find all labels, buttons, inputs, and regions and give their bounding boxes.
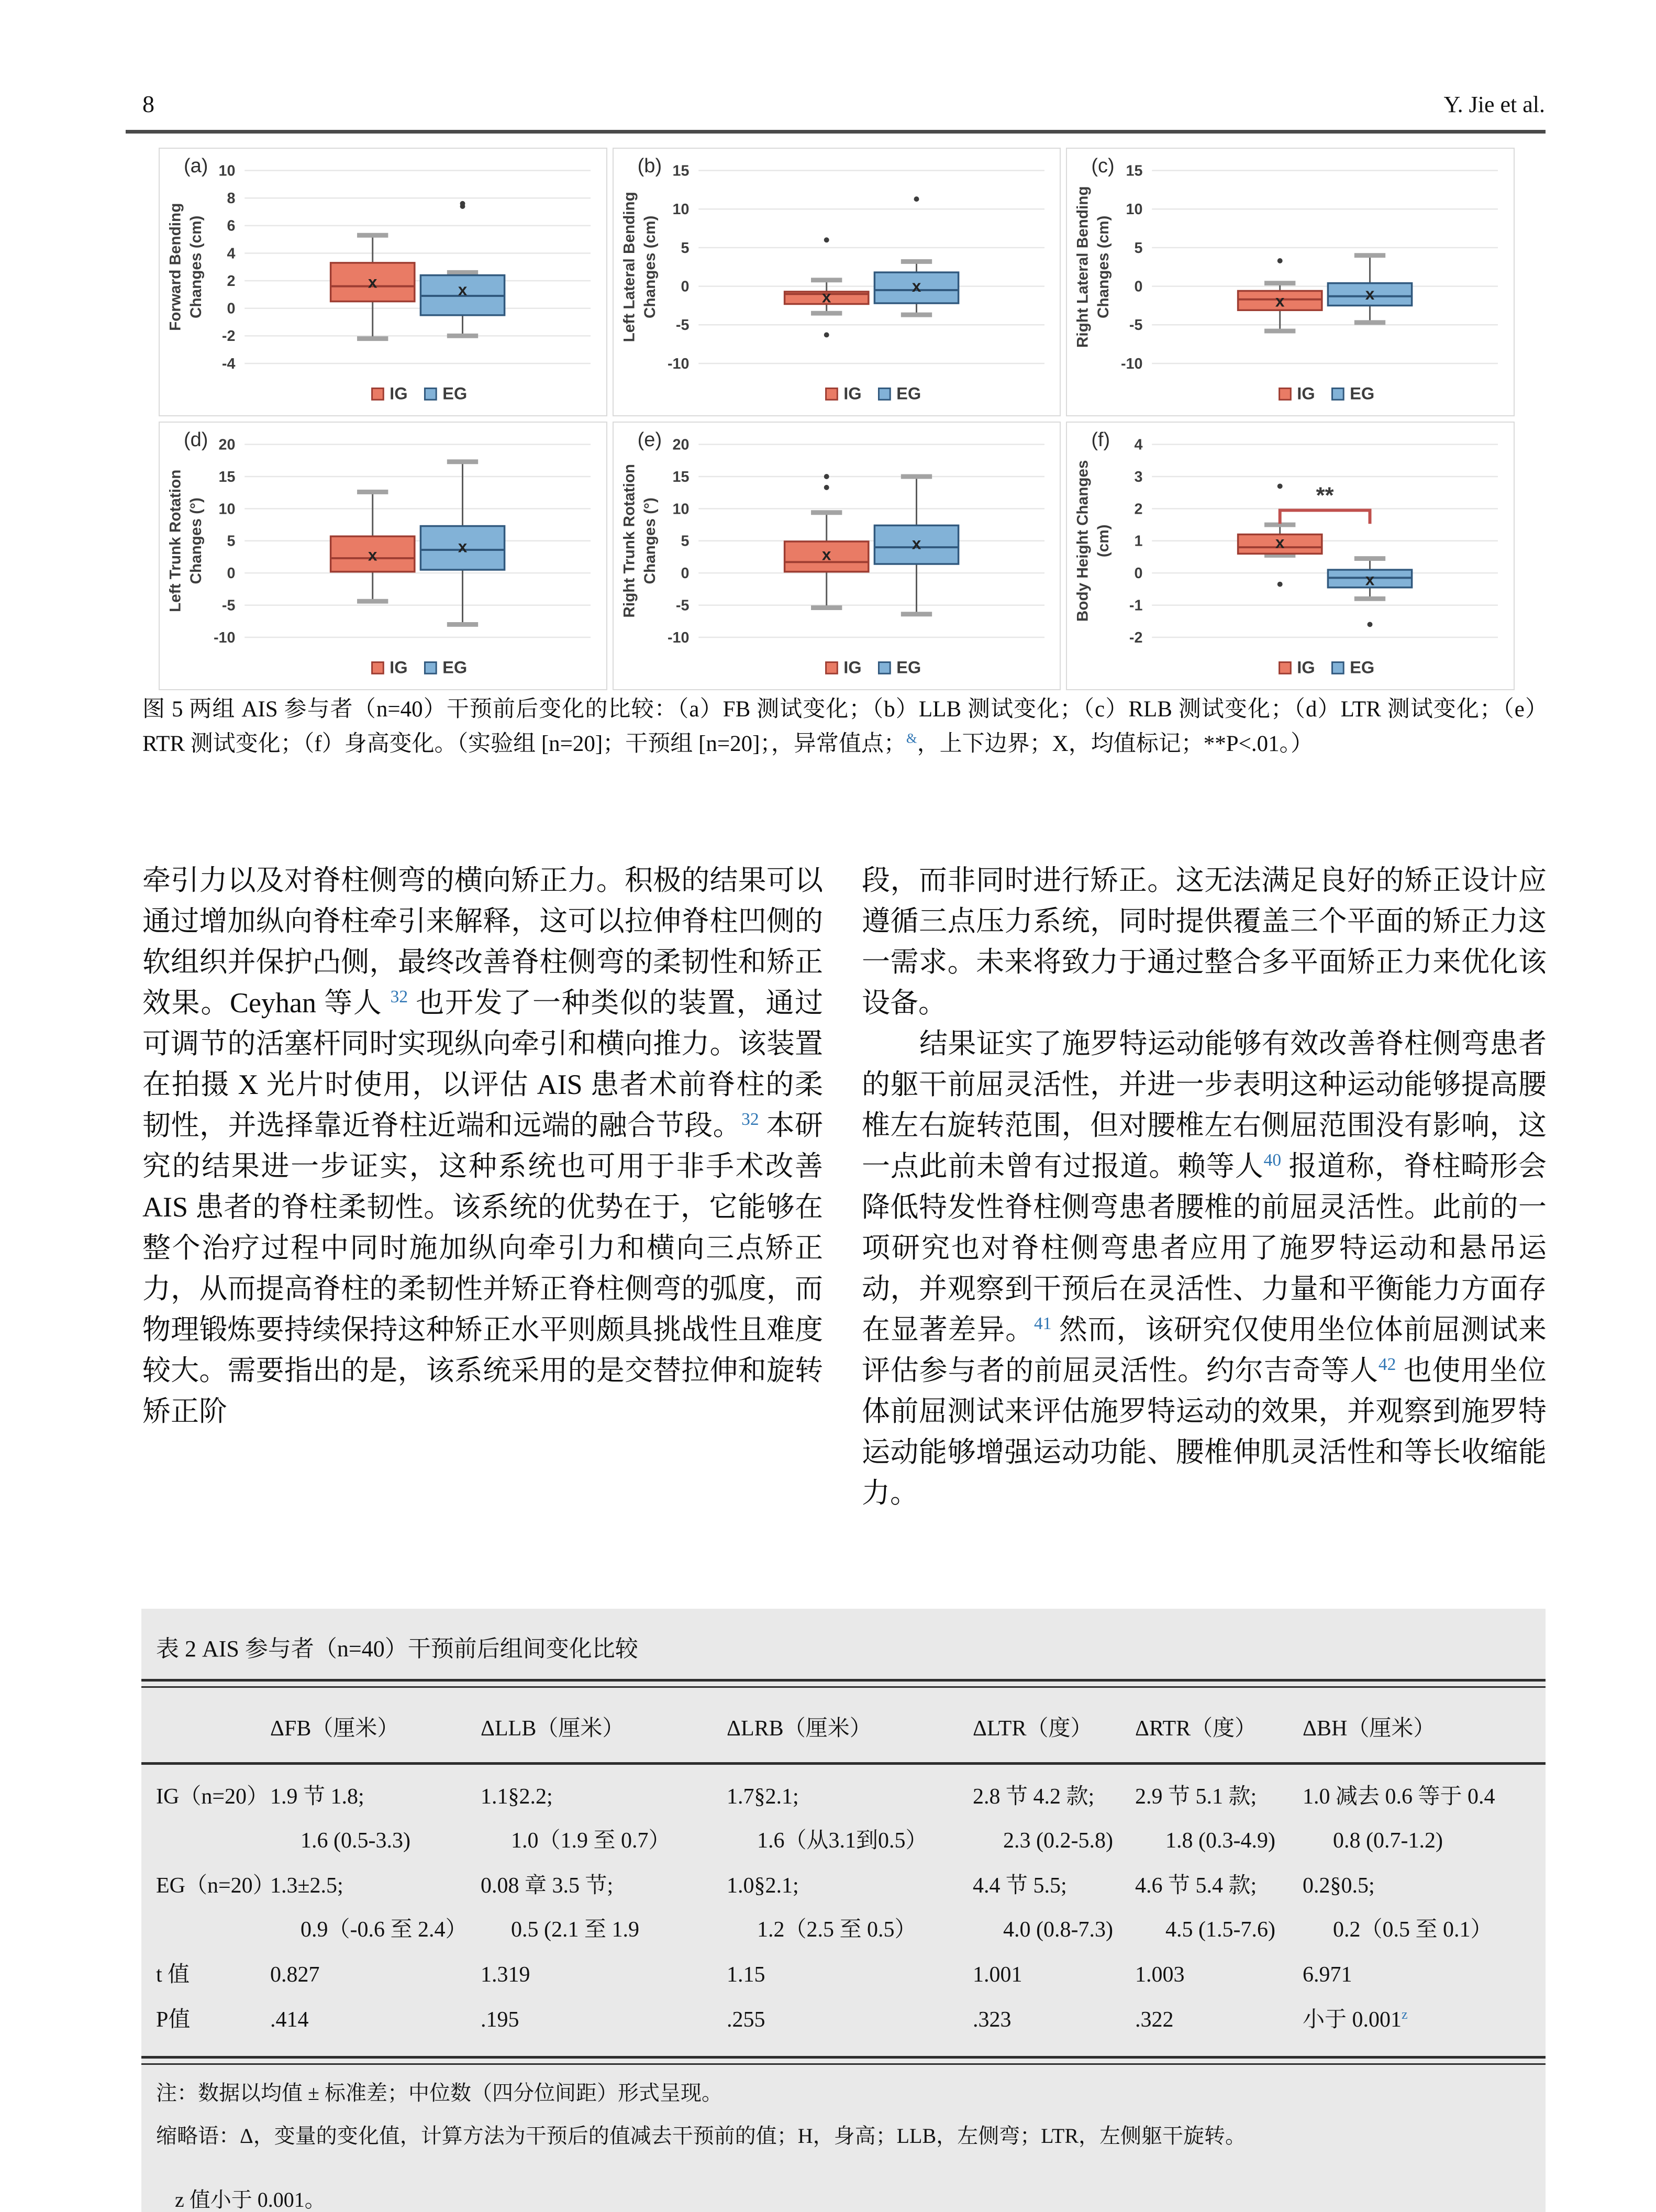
y-axis-label <box>167 470 205 612</box>
reference-superscript: & <box>906 730 917 746</box>
mean-marker: x <box>458 537 468 556</box>
y-tick-label: 5 <box>1134 239 1143 257</box>
y-tick-label: 2 <box>1134 501 1143 518</box>
table-cell: 4.6 节 5.4 款; 4.5 (1.5-7.6) <box>1135 1874 1275 1942</box>
boxplot-eg <box>420 462 504 625</box>
y-tick-label: -1 <box>1129 597 1143 614</box>
mean-marker: x <box>1365 284 1375 304</box>
body-column-left <box>142 860 823 1432</box>
legend <box>372 383 468 403</box>
y-tick-label: 0 <box>227 565 236 582</box>
table-cell: 1.3±2.5; 0.9（-0.6 至 2.4） <box>270 1874 468 1942</box>
boxplot-chart-b <box>614 149 1060 415</box>
y-tick-label: 10 <box>672 501 690 518</box>
running-head: Y. Jie et al. <box>1443 92 1545 117</box>
y-tick-label: 4 <box>227 245 236 262</box>
legend-swatch-eg <box>879 389 890 400</box>
table-cell: 2.8 节 4.2 款; 2.3 (0.2-5.8) <box>973 1785 1113 1853</box>
y-tick-label: 4 <box>1134 436 1143 454</box>
table-header-row <box>141 1688 1546 1762</box>
panel-label-c: (c) <box>1091 155 1115 177</box>
table-column-header: ΔFB（厘米） <box>270 1717 399 1741</box>
y-tick-label: -5 <box>1129 317 1143 334</box>
svg-text:Changes (cm): Changes (cm) <box>641 215 659 318</box>
table-body <box>141 1765 1546 2056</box>
legend-label-ig: IG <box>843 657 862 677</box>
table-row <box>141 1863 1546 1952</box>
figure-caption: 图 5 两组 AIS 参与者（n=40）干预前后变化的比较：（a）FB 测试变化；（b）LLB 测试变化；（c）RLB 测试变化；（d）LTR 测试变化；（e）RTR 测试变化；（f）身高变化。（实验组 [n=20]；干预组 [n=20]；，异常值点；&，上下边界；X，均值标记；**P<.01。） <box>142 697 1548 756</box>
boxplot-chart-f <box>1067 423 1514 689</box>
boxplot-panel-c <box>1066 148 1515 416</box>
svg-text:Right Lateral Bending: Right Lateral Bending <box>1074 186 1092 348</box>
outlier-point <box>914 196 919 202</box>
table-row <box>141 1952 1546 1997</box>
boxplot-chart-a <box>160 149 606 415</box>
legend-label-eg: EG <box>896 383 921 403</box>
y-tick-label: 5 <box>681 533 690 550</box>
legend-label-ig: IG <box>1297 383 1315 403</box>
reference-superscript: 42 <box>1378 1355 1396 1374</box>
table-row-label: EG（n=20） <box>156 1874 275 1898</box>
legend-swatch-eg <box>1332 662 1344 674</box>
table-cell: 6.971 <box>1303 1963 1352 1987</box>
boxplot-chart-d <box>160 423 606 689</box>
y-tick-label: -5 <box>675 317 690 334</box>
table-column-header: ΔLLB（厘米） <box>481 1717 625 1741</box>
svg-text:Right Trunk Rotation: Right Trunk Rotation <box>620 463 638 618</box>
y-tick-label: -5 <box>221 597 236 614</box>
reference-superscript: 32 <box>390 987 408 1007</box>
y-tick-label: 15 <box>1126 162 1143 180</box>
y-tick-label: 2 <box>227 272 236 290</box>
paragraph: 结果证实了施罗特运动能够有效改善脊柱侧弯患者的躯干前屈灵活性，并进一步表明这种运动能够提高腰椎左右旋转范围，但对腰椎左右侧屈范围没有影响，这一点此前未曾有过报道。赖等人$^{40}$ 报道称，脊柱畸形会降低特发性脊柱侧弯患者腰椎的前屈灵活性。此前的一项研究也对脊柱侧弯患者应用了施罗特运动和悬吊运动，并观察到干预后在灵活性、力量和平衡能力方面存在显著差异。$^{41}$ 然而，该研究仅使用坐位体前屈测试来评估参与者的前屈灵活性。约尔吉奇等人$^{42}$ 也使用坐位体前屈测试来评估施罗特运动的效果，并观察到施罗特运动能够增强运动功能、腰椎伸肌灵活性和等长收缩能力。 <box>862 1028 1547 1509</box>
boxplot-panel-a <box>159 148 607 416</box>
y-axis-label <box>1074 460 1113 622</box>
legend-swatch-ig <box>1280 662 1291 674</box>
paragraph: 牵引力以及对脊柱侧弯的横向矫正力。积极的结果可以通过增加纵向脊柱牵引来解释，这可以拉伸脊柱凹侧的软组织并保护凸侧，最终改善脊柱侧弯的柔韧性和矫正效果。Ceyhan 等人 $^{32}$ 也开发了一种类似的装置，通过可调节的活塞杆同时实现纵向牵引和横向推力。该装置在拍摄 X 光片时使用，以评估 AIS 患者术前脊柱的柔韧性，并选择靠近脊柱近端和远端的融合节段。$^{32}$ 本研究的结果进一步证实，这种系统也可用于非手术改善 AIS 患者的脊柱柔韧性。该系统的优势在于，它能够在整个治疗过程中同时施加纵向牵引力和横向三点矫正力，从而提高脊柱的柔韧性并矫正脊柱侧弯的弧度，而物理锻炼要持续保持这种矫正水平则颇具挑战性且难度较大。需要指出的是，该系统采用的是交替拉伸和旋转矫正阶 <box>142 865 824 1427</box>
table-cell: .255 <box>727 2008 765 2032</box>
table-cell: 小于 0.001$^z$ <box>1303 2007 1408 2032</box>
reference-superscript: 40 <box>1263 1151 1282 1170</box>
y-tick-label: -10 <box>1121 355 1143 372</box>
table-title: 表 2 AIS 参与者（n=40）干预前后组间变化比较 <box>156 1636 638 1662</box>
svg-text:Changes (cm): Changes (cm) <box>187 215 205 318</box>
legend-swatch-ig <box>372 662 384 674</box>
y-tick-label: 0 <box>1134 278 1143 295</box>
y-tick-label: 6 <box>227 217 236 235</box>
svg-text:Left Lateral Bending: Left Lateral Bending <box>620 192 638 342</box>
boxplot-panel-d <box>159 422 607 690</box>
panel-label-a: (a) <box>184 155 208 177</box>
table-2 <box>141 1609 1546 2212</box>
y-axis-label <box>620 464 659 618</box>
y-tick-label: -10 <box>213 629 236 646</box>
boxplot-eg <box>1328 256 1412 323</box>
y-axis-label <box>1074 186 1113 348</box>
mean-marker: x <box>1365 570 1375 589</box>
y-tick-label: 0 <box>227 300 236 317</box>
y-tick-label: 5 <box>681 239 690 257</box>
boxplot-chart-c <box>1067 149 1514 415</box>
boxplot-ig <box>331 235 415 338</box>
boxplot-eg <box>1328 559 1412 627</box>
legend-swatch-ig <box>1280 389 1291 400</box>
boxplot-panel-b <box>613 148 1061 416</box>
table-cell: 1.001 <box>973 1963 1023 1987</box>
reference-superscript: 41 <box>1033 1314 1052 1333</box>
panel-label-d: (d) <box>184 429 208 451</box>
legend-label-ig: IG <box>390 657 408 677</box>
table-note-3: z 值小于 0.001。 <box>175 2188 326 2211</box>
table-row <box>141 1774 1546 1863</box>
y-tick-label: 1 <box>1134 533 1143 550</box>
y-tick-label: 15 <box>672 162 690 180</box>
panel-label-b: (b) <box>637 155 662 177</box>
table-cell: 1.0 减去 0.6 等于 0.4 0.8 (0.7-1.2) <box>1303 1785 1495 1853</box>
page-number: 8 <box>142 91 154 117</box>
figure-5 <box>159 148 1515 690</box>
panel-label-e: (e) <box>637 429 662 451</box>
outlier-point <box>1368 622 1373 627</box>
legend-label-eg: EG <box>442 383 468 403</box>
legend-swatch-ig <box>826 389 837 400</box>
mean-marker: x <box>912 276 921 295</box>
table-cell: 1.15 <box>727 1963 765 1987</box>
table-column-header: ΔLRB（厘米） <box>727 1717 872 1741</box>
table-column-header: ΔBH（厘米） <box>1303 1717 1436 1741</box>
table-cell: .195 <box>481 2008 519 2032</box>
svg-text:Changes (cm): Changes (cm) <box>1095 215 1113 318</box>
table-header-blank <box>156 1711 270 1742</box>
svg-text:Left Trunk Rotation: Left Trunk Rotation <box>166 469 184 612</box>
table-column-header: ΔRTR（度） <box>1135 1717 1257 1741</box>
legend-label-ig: IG <box>843 383 862 403</box>
y-tick-label: 0 <box>681 565 690 582</box>
header-rule <box>126 130 1546 134</box>
boxplot-panel-e <box>613 422 1061 690</box>
legend-label-eg: EG <box>442 657 468 677</box>
mean-marker: x <box>458 280 468 300</box>
outlier-point <box>824 237 829 242</box>
svg-text:Body Height Changes: Body Height Changes <box>1074 460 1092 622</box>
boxplot-ig <box>1238 483 1322 587</box>
table-row-label: t 值 <box>156 1963 190 1987</box>
table-cell: .323 <box>973 2008 1012 2032</box>
legend-label-ig: IG <box>390 383 408 403</box>
boxplot-ig <box>784 237 868 337</box>
svg-text:Changes (°): Changes (°) <box>187 497 205 584</box>
paragraph: 段，而非同时进行矫正。这无法满足良好的矫正设计应遵循三点压力系统，同时提供覆盖三个平面的矫正力这一需求。未来将致力于通过整合多平面矫正力来优化该设备。 <box>862 865 1547 1019</box>
y-tick-label: 10 <box>672 201 690 218</box>
table-rule-bottom <box>141 2056 1546 2065</box>
mean-marker: x <box>1275 291 1285 311</box>
table-cell: 1.319 <box>481 1963 530 1987</box>
reference-superscript: 32 <box>741 1110 759 1129</box>
table-cell: .322 <box>1135 2008 1174 2032</box>
mean-marker: x <box>821 545 831 564</box>
legend <box>1280 383 1375 403</box>
y-tick-label: -5 <box>675 597 690 614</box>
table-cell: 0.827 <box>270 1963 320 1987</box>
y-tick-label: 10 <box>1126 201 1143 218</box>
legend-label-eg: EG <box>896 657 921 677</box>
boxplot-chart-e <box>614 423 1060 689</box>
boxplot-eg <box>874 196 958 315</box>
legend <box>372 657 468 677</box>
legend-label-eg: EG <box>1350 383 1375 403</box>
outlier-point <box>824 485 829 490</box>
boxplot-ig <box>784 474 868 607</box>
y-tick-label: -4 <box>221 355 236 372</box>
significance-bracket <box>1280 483 1370 524</box>
boxplot-eg <box>420 201 504 336</box>
table-cell: 1.9 节 1.8; 1.6 (0.5-3.3) <box>270 1785 410 1853</box>
legend <box>1280 657 1375 677</box>
outlier-point <box>1277 582 1283 587</box>
y-tick-label: 15 <box>672 468 690 485</box>
y-tick-label: 10 <box>218 501 236 518</box>
mean-marker: x <box>912 534 921 553</box>
legend-label-eg: EG <box>1350 657 1375 677</box>
table-cell: 2.9 节 5.1 款; 1.8 (0.3-4.9) <box>1135 1785 1275 1853</box>
mean-marker: x <box>1275 533 1285 552</box>
y-tick-label: 10 <box>218 162 236 180</box>
table-cell: .414 <box>270 2008 309 2032</box>
outlier-point <box>824 333 829 338</box>
legend-swatch-eg <box>879 662 890 674</box>
boxplot-eg <box>874 477 958 614</box>
legend-swatch-ig <box>826 662 837 674</box>
table-note-2: 缩略语：Δ，变量的变化值，计算方法为干预后的值减去干预前的值；H，身高；LLB，左侧弯；LTR，左侧躯干旋转。 <box>156 2124 1247 2148</box>
legend <box>826 657 921 677</box>
y-axis-label <box>620 192 659 342</box>
table-cell: 1.0§2.1; 1.2（2.5 至 0.5） <box>727 1874 917 1942</box>
y-tick-label: 20 <box>218 436 236 454</box>
gridlines <box>1121 162 1498 372</box>
y-tick-label: -2 <box>1129 629 1143 646</box>
y-axis-label <box>167 203 205 331</box>
boxplot-panel-f <box>1066 422 1515 690</box>
legend <box>826 383 921 403</box>
y-tick-label: -10 <box>667 355 690 372</box>
table-column-header: ΔLTR（度） <box>973 1717 1093 1741</box>
legend-swatch-ig <box>372 389 384 400</box>
table-cell: 1.003 <box>1135 1963 1185 1987</box>
y-tick-label: 5 <box>227 533 236 550</box>
footnote-superscript: z <box>1402 2007 1408 2022</box>
mean-marker: x <box>821 287 831 306</box>
svg-text:Forward Bending: Forward Bending <box>166 203 184 331</box>
mean-marker: x <box>368 545 377 565</box>
y-tick-label: 0 <box>1134 565 1143 582</box>
legend-label-ig: IG <box>1297 657 1315 677</box>
table-cell: 1.7§2.1; 1.6（从3.1到0.5） <box>727 1785 928 1853</box>
legend-swatch-eg <box>425 389 436 400</box>
significance-label: ** <box>1316 483 1334 508</box>
table-cell: 4.4 节 5.5; 4.0 (0.8-7.3) <box>973 1874 1113 1942</box>
table-note-1: 注：数据以均值 ± 标准差；中位数（四分位间距）形式呈现。 <box>156 2081 723 2105</box>
y-tick-label: 20 <box>672 436 690 454</box>
legend-swatch-eg <box>1332 389 1344 400</box>
y-tick-label: 3 <box>1134 468 1143 485</box>
gridlines <box>668 162 1044 372</box>
svg-text:(cm): (cm) <box>1095 524 1113 558</box>
y-tick-label: -10 <box>667 629 690 646</box>
y-tick-label: 8 <box>227 190 236 207</box>
panel-label-f: (f) <box>1091 429 1110 451</box>
outlier-point <box>824 474 829 479</box>
svg-text:Changes (°): Changes (°) <box>641 497 659 584</box>
y-tick-label: 15 <box>218 468 236 485</box>
body-column-right <box>862 860 1547 1513</box>
table-cell: 0.2§0.5; 0.2（0.5 至 0.1） <box>1303 1874 1493 1942</box>
outlier-point <box>460 201 465 206</box>
outlier-point <box>1277 483 1283 489</box>
table-row <box>141 1997 1546 2042</box>
mean-marker: x <box>368 272 377 292</box>
legend-swatch-eg <box>425 662 436 674</box>
table-rule-top <box>141 1679 1546 1688</box>
outlier-point <box>1277 258 1283 263</box>
table-row-label: IG（n=20） <box>156 1785 269 1809</box>
y-tick-label: -2 <box>221 328 236 345</box>
table-cell: 0.08 章 3.5 节; 0.5 (2.1 至 1.9 <box>481 1874 639 1942</box>
table-row-label: P值 <box>156 2008 191 2032</box>
table-cell: 1.1§2.2; 1.0（1.9 至 0.7） <box>481 1785 671 1853</box>
y-tick-label: 0 <box>681 278 690 295</box>
boxplot-ig <box>1238 258 1322 331</box>
